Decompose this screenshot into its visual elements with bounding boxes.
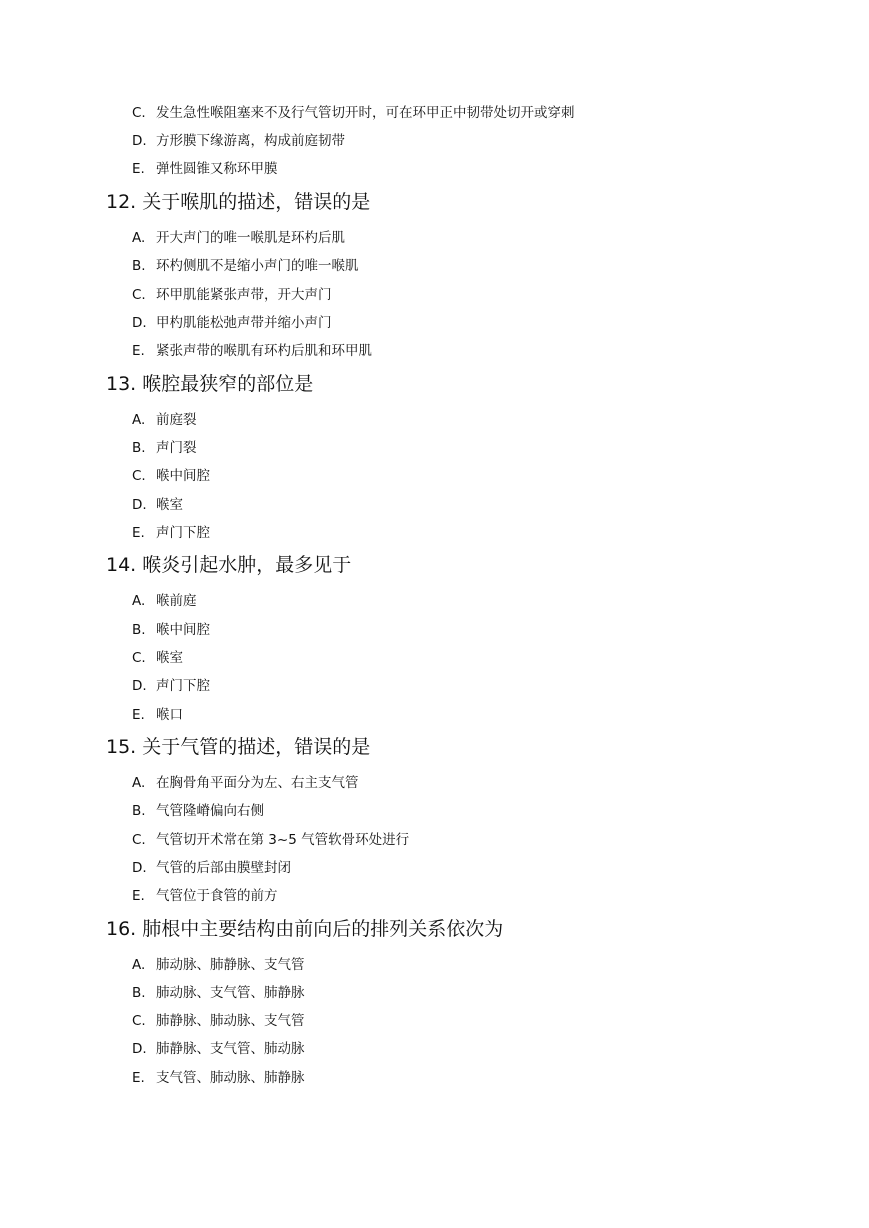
option-letter: A. [132,412,146,428]
option-letter: B. [132,985,146,1001]
option-text: 肺静脉、肺动脉、支气管 [156,1013,305,1029]
option-text: 发生急性喉阻塞来不及行气管切开时，可在环甲正中韧带处切开或穿刺 [156,105,575,121]
option-text: 方形膜下缘游离，构成前庭韧带 [156,133,345,149]
option-letter: E. [132,343,145,359]
option-11-c [132,103,575,123]
option-letter: C. [132,832,146,848]
option-letter: A. [132,957,146,973]
option-letter: C. [132,1013,146,1029]
option-12-e [132,341,372,361]
option-text: 气管位于食管的前方 [156,888,278,904]
question-15-title: 15. 关于气管的描述，错误的是 [106,736,371,758]
option-13-b [132,438,197,458]
option-letter: A. [132,775,146,791]
option-12-c [132,285,332,305]
option-text: 气管切开术常在第 3~5 气管软骨环处进行 [156,832,410,848]
option-text: 肺动脉、支气管、肺静脉 [156,985,305,1001]
option-text: 肺静脉、支气管、肺动脉 [156,1041,305,1057]
option-text: 开大声门的唯一喉肌是环杓后肌 [156,230,345,246]
option-15-d [132,858,291,878]
question-12-title: 12. 关于喉肌的描述，错误的是 [106,191,371,213]
question-13-title: 13. 喉腔最狭窄的部位是 [106,373,314,395]
option-text: 环杓侧肌不是缩小声门的唯一喉肌 [156,258,359,274]
option-letter: E. [132,1070,145,1086]
option-letter: D. [132,678,147,694]
option-text: 喉前庭 [156,593,197,609]
option-text: 喉口 [156,707,183,723]
option-15-a [132,773,359,793]
option-letter: E. [132,525,145,541]
option-13-d [132,495,183,515]
option-16-a [132,955,305,975]
option-text: 环甲肌能紧张声带，开大声门 [156,287,332,303]
option-16-e [132,1068,305,1088]
option-text: 喉室 [156,497,183,513]
option-15-e [132,886,278,906]
option-letter: D. [132,315,147,331]
option-text: 肺动脉、肺静脉、支气管 [156,957,305,973]
option-14-e [132,705,183,725]
option-text: 支气管、肺动脉、肺静脉 [156,1070,305,1086]
option-letter: D. [132,1041,147,1057]
option-12-b [132,256,359,276]
option-11-d [132,131,345,151]
option-letter: E. [132,707,145,723]
option-16-c [132,1011,305,1031]
option-letter: D. [132,133,147,149]
option-text: 喉室 [156,650,183,666]
option-letter: B. [132,440,146,456]
option-letter: C. [132,105,146,121]
option-letter: E. [132,161,145,177]
option-14-c [132,648,183,668]
question-16-title: 16. 肺根中主要结构由前向后的排列关系依次为 [106,918,504,940]
option-text: 甲杓肌能松弛声带并缩小声门 [156,315,332,331]
option-text: 紧张声带的喉肌有环杓后肌和环甲肌 [156,343,372,359]
option-letter: C. [132,650,146,666]
option-14-b [132,620,210,640]
option-letter: E. [132,888,145,904]
option-13-a [132,410,197,430]
option-letter: C. [132,468,146,484]
option-16-b [132,983,305,1003]
option-letter: A. [132,230,146,246]
question-14-title: 14. 喉炎引起水肿，最多见于 [106,554,352,576]
option-14-a [132,591,197,611]
option-15-b [132,801,264,821]
option-13-e [132,523,210,543]
option-12-d [132,313,332,333]
option-16-d [132,1039,305,1059]
option-13-c [132,466,210,486]
option-15-c [132,830,409,850]
option-11-e [132,159,278,179]
option-text: 声门下腔 [156,678,210,694]
option-text: 气管隆嵴偏向右侧 [156,803,264,819]
option-letter: D. [132,497,147,513]
option-letter: D. [132,860,147,876]
option-text: 声门下腔 [156,525,210,541]
option-text: 在胸骨角平面分为左、右主支气管 [156,775,359,791]
option-letter: C. [132,287,146,303]
option-text: 声门裂 [156,440,197,456]
option-text: 弹性圆锥又称环甲膜 [156,161,278,177]
option-text: 前庭裂 [156,412,197,428]
option-letter: B. [132,803,146,819]
option-letter: B. [132,622,146,638]
option-text: 喉中间腔 [156,622,210,638]
option-letter: A. [132,593,146,609]
option-letter: B. [132,258,146,274]
option-text: 气管的后部由膜壁封闭 [156,860,291,876]
option-12-a [132,228,345,248]
option-14-d [132,676,210,696]
option-text: 喉中间腔 [156,468,210,484]
